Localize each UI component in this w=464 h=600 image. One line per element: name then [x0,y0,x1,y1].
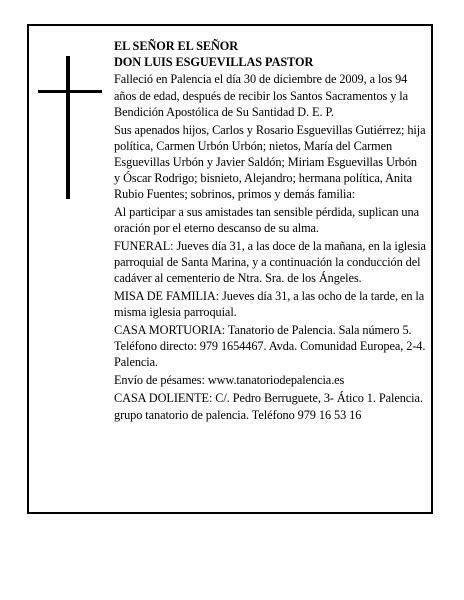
funeral-paragraph: FUNERAL: Jueves día 31, a las doce de la mañana, en la iglesia parroquial de Santa Marina, y a continuación la conducción del cadáver al cementerio de Ntra. Sra. de los Ángeles. [114,238,426,286]
death-paragraph: Falleció en Palencia el día 30 de diciembre de 2009, a los 94 años de edad, después de recibir los Santos Sacramentos y la Bendición Apostólica de Su Santidad D. E. P. [114,72,409,119]
cross-vertical-bar [66,56,70,199]
request-paragraph: Al participar a sus amistades tan sensible pérdida, suplican una oración por el eterno descanso de su alma. [114,205,419,236]
cross-horizontal-bar [38,90,102,93]
deceased-name: DON LUIS ESGUEVILLAS PASTOR [114,55,314,70]
mortuary-paragraph: CASA MORTUORIA: Tanatorio de Palencia. Sala número 5. Teléfono directo: 979 1654467. Avda. Comunidad Europea, 2-4. Palencia. [114,322,426,370]
family-paragraph: Sus apenados hijos, Carlos y Rosario Esguevillas Gutiérrez; hija política, Carmen Urbón Urbón; nietos, María del Carmen Esguevillas Urbón y Javier Saldón; Miriam Esguevillas Urbón y Óscar Rodrigo; bisnieto, Alejandro; hermana política, Anita Rubio Fuentes; sobrinos, primos y demás familia: [114,122,426,202]
cross-icon [38,56,102,199]
obituary-text [114,38,426,425]
notice-heading: EL SEÑOR EL SEÑOR [114,39,239,53]
family-mass-paragraph: MISA DE FAMILIA: Jueves día 31, a las ocho de la tarde, en la misma iglesia parroquial. [114,289,425,320]
funeral-home-footer: grupo tanatorio de palencia. Teléfono 979 16 53 16 [114,408,362,423]
grieving-house-paragraph: CASA DOLIENTE: C/. Pedro Berruguete, 3- Ático 1. Palencia. [114,390,423,405]
condolences-paragraph: Envío de pésames: www.tanatoriodepalencia.es [114,373,345,388]
